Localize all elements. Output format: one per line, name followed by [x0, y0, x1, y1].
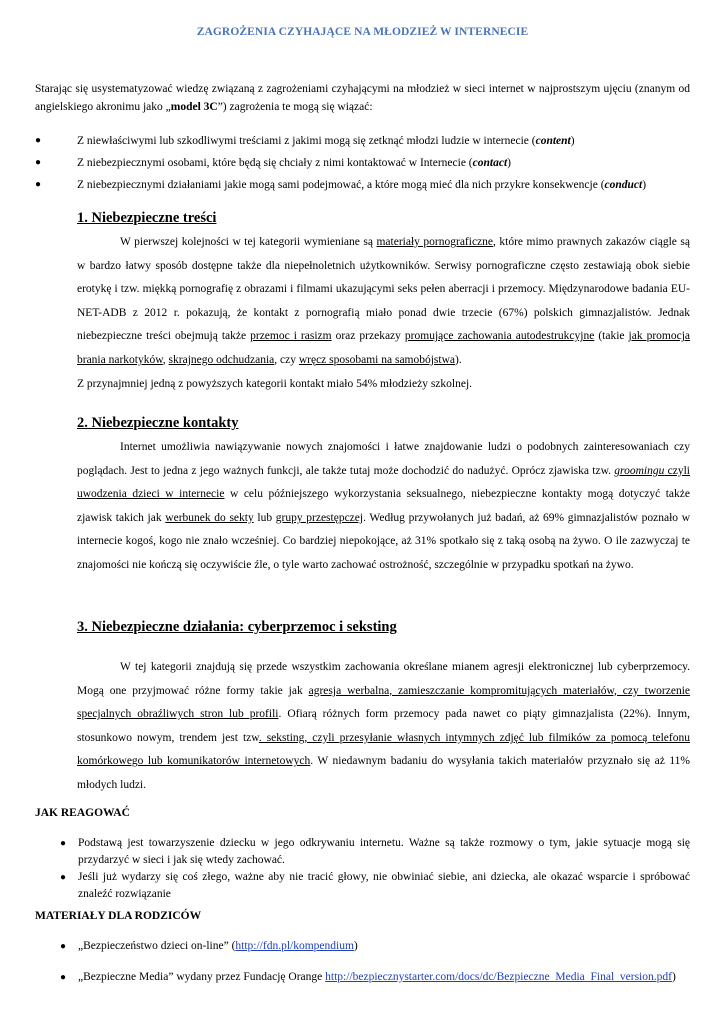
list-item [60, 938, 700, 955]
model-3c-list [35, 132, 690, 198]
react-heading: JAK REAGOWAĆ [35, 807, 130, 819]
list-item [35, 132, 690, 154]
intro-text-end: ”) zagrożenia te mogą się wiązać: [217, 101, 373, 113]
bullet-icon: ● [35, 179, 42, 190]
list-item-end: ) [642, 179, 647, 191]
intro-model-term: model 3C [170, 101, 218, 113]
kompendium-link[interactable]: http://fdn.pl/kompendium [235, 940, 354, 952]
bullet-icon: ● [60, 972, 67, 983]
list-item-text: Z niewłaściwymi lub szkodliwymi treściami z jakimi mogą się zetknąć młodzi ludzie w internecie ( [77, 135, 536, 147]
list-item-term: conduct [604, 179, 643, 191]
section-1-paragraph: W pierwszej kolejności w tej kategorii wymieniane są materiały pornograficzne, które mimo prawnych zakazów ciągle są w bardzo łatwy sposób dostępne także dla niepełnoletnich użytkowników. Serwisy pornograficzne często zestawiają obok siebie erotykę i tzw. miękką pornografię z obrazami i filmami ukazującymi seks pełen aberracji i przemocy. Międzynarodowe badania EU-NET-ADB z 2012 r. pokazują, że kontakt z pornografią miało ponad dwie trzecie (67%) polskich gimnazjalistów. Jednak niebezpieczne treści obejmują także przemoc i rasizm oraz przekazy promujące zachowania autodestrukcyjne (takie jak promocja brania narkotyków, skrajnego odchudzania, czy wręcz sposobami na samobójstwa). Z przynajmniej jedną z powyższych kategorii kontakt miało 54% młodzieży szkolnej. [77, 236, 691, 390]
section-1-heading: 1. Niebezpieczne treści [77, 210, 217, 226]
section-3-heading: 3. Niebezpieczne działania: cyberprzemoc i seksting [77, 619, 397, 635]
list-item-text: Z niebezpiecznymi działaniami jakie mogą sami podejmować, a które mogą mieć dla nich przykre konsekwencje ( [77, 179, 605, 191]
list-item-end: ) [671, 971, 676, 983]
list-item-text: „Bezpieczne Media” wydany przez Fundację Orange [78, 971, 326, 983]
bullet-icon: ● [60, 941, 67, 952]
list-item-end: ) [353, 940, 358, 952]
section-3-paragraph: W tej kategorii znajdują się przede wszystkim zachowania określane mianem agresji elektronicznej lub cyberprzemocy. Mogą one przyjmować różne formy takie jak agresja werbalna, zamieszczanie kompromitujących materiałów, czy tworzenie specjalnych obraźliwych stron lub profili. Ofiarą różnych form przemocy pada nawet co piąty gimnazjalista (22%). Innym, stosunkowo nowym, trendem jest tzw. seksting, czyli przesyłanie własnych intymnych zdjęć lub filmików za pomocą telefonu komórkowego lub komunikatorów internetowych. W niedawnym badaniu do wysyłania takich materiałów przyznało się aż 11% młodych ludzi. [77, 661, 690, 791]
list-item-term: contact [472, 157, 508, 169]
list-item [35, 154, 690, 176]
list-item-text: Z niebezpiecznymi osobami, które będą się chciały z nimi kontaktować w Internecie ( [77, 157, 473, 169]
bullet-icon: ● [35, 157, 42, 168]
list-item-text: „Bezpieczeństwo dzieci on-line” ( [78, 940, 236, 952]
list-item-text: Jeśli już wydarzy się coś złego, ważne aby nie tracić głowy, nie obwiniać siebie, ani dziecka, ale okazać wsparcie i spróbować znaleźć rozwiązanie [78, 871, 690, 900]
react-list [60, 835, 690, 903]
list-item-term: content [535, 135, 571, 147]
list-item [35, 176, 690, 198]
bezpieczne-media-link[interactable]: http://bezpiecznystarter.com/docs/dc/Bezpieczne_Media_Final_version.pdf [325, 971, 672, 983]
materials-heading: MATERIAŁY DLA RODZICÓW [35, 910, 202, 922]
document-title: ZAGROŻENIA CZYHAJĄCE NA MŁODZIEŻ W INTERNECIE [196, 26, 529, 38]
list-item-end: ) [570, 135, 575, 147]
section-2-paragraph: Internet umożliwia nawiązywanie nowych znajomości i łatwe znajdowanie ludzi o podobnych zainteresowaniach czy poglądach. Jest to jedna z jego ważnych funkcji, ale także tutaj może dochodzić do nadużyć. Oprócz zjawiska tzw. groomingu czyli uwodzenia dzieci w internecie w celu późniejszego wykorzystania seksualnego, niebezpieczne kontakty mogą dotyczyć także zjawisk takich jak werbunek do sekty lub grupy przestępczej. Według przywołanych już badań, aż 69% gimnazjalistów poznało w internecie kogoś, kogo nie znało wcześniej. Co bardziej niepokojące, aż 31% spotkało się z taką osobą na żywo. O ile zazwyczaj te znajomości nie kończą się oczywiście źle, o tyle warto zachować ostrożność, szczególnie w przypadku spotkań na żywo. [77, 441, 691, 571]
intro-text: Starając się usystematyzować wiedzę związaną z zagrożeniami czyhającymi na młodzież w sieci internet w najprostszym ujęciu (znanym od angielskiego akronimu jako „ [35, 83, 690, 113]
list-item [60, 869, 690, 903]
bullet-icon: ● [60, 838, 67, 849]
list-item-end: ) [507, 157, 511, 169]
list-item-text: Podstawą jest towarzyszenie dziecku w jego odkrywaniu internetu. Ważne są także rozmowy o tym, jakie sytuacje mogą się przydarzyć w sieci i jak się wtedy zachować. [78, 837, 690, 866]
materials-list [60, 938, 700, 986]
list-item [60, 835, 690, 869]
intro-paragraph [35, 80, 690, 116]
bullet-icon: ● [35, 135, 42, 146]
section-2-heading: 2. Niebezpieczne kontakty [77, 415, 239, 431]
list-item [60, 969, 700, 986]
bullet-icon: ● [60, 872, 67, 883]
